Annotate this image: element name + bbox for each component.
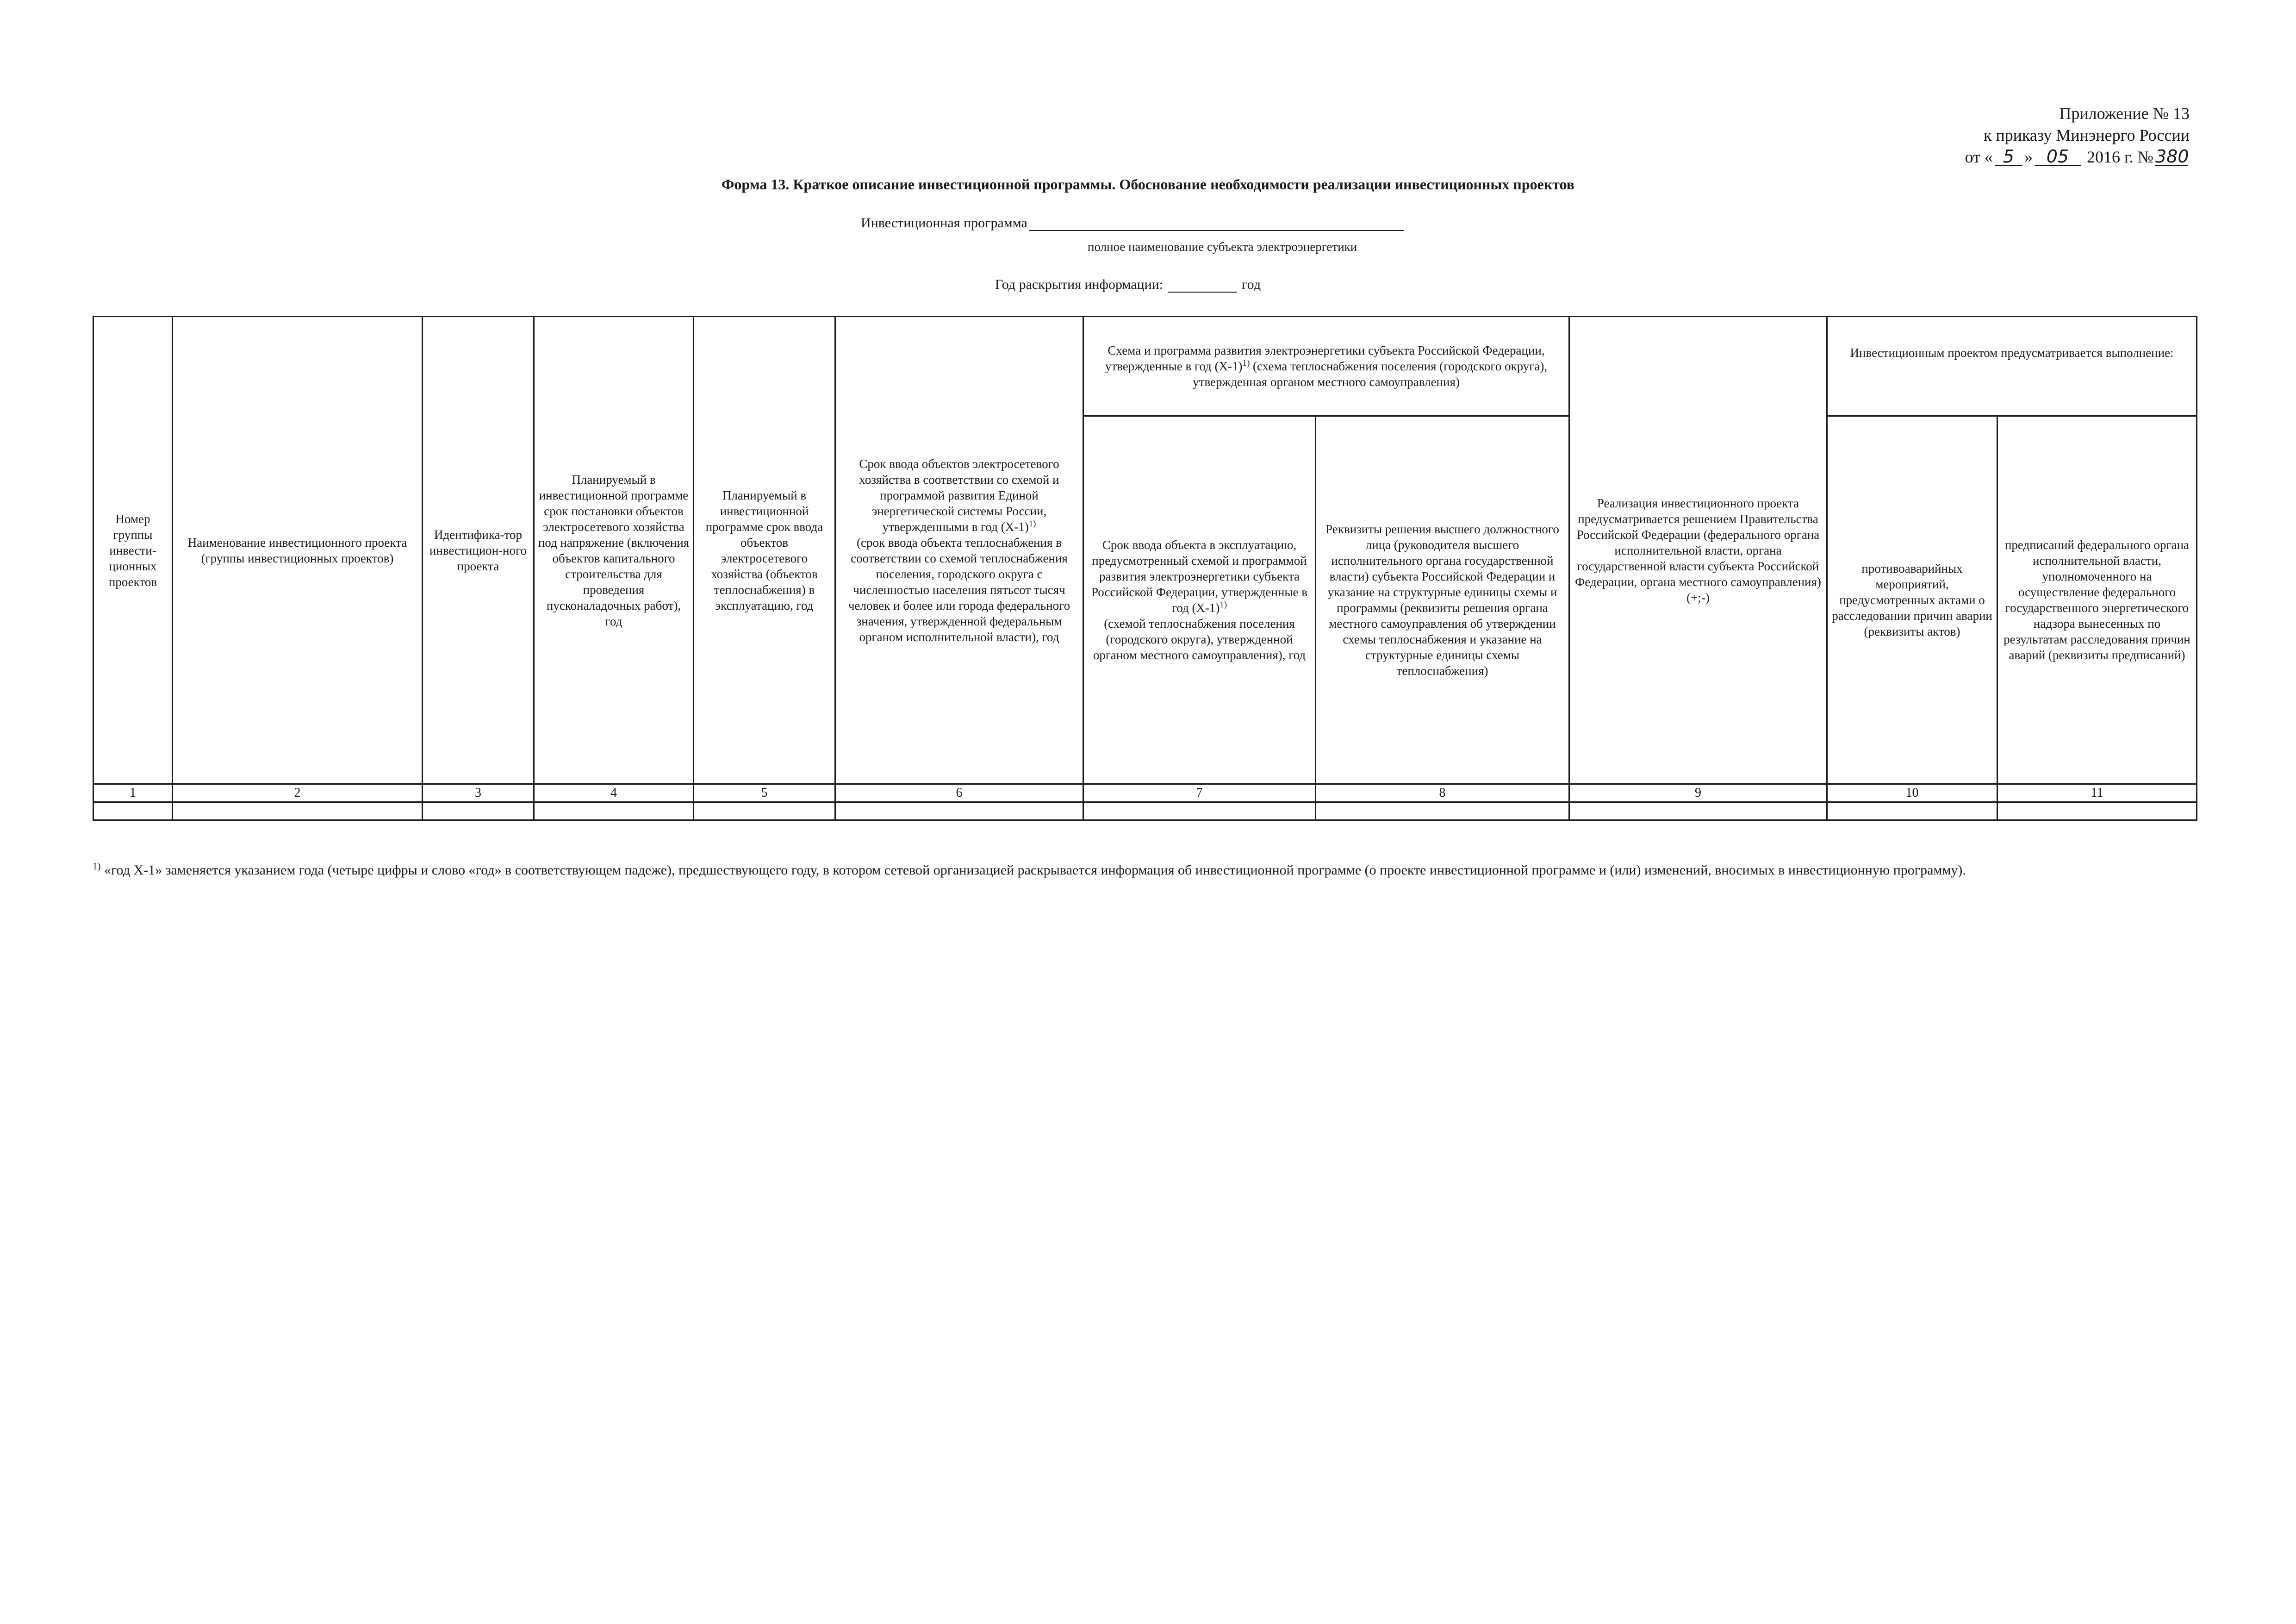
footnote-marker: 1) [93,861,101,872]
table-cell[interactable] [1997,802,2197,820]
program-line [861,215,1404,231]
program-name-blank[interactable] [1029,218,1404,231]
footnote-ref: 1) [1028,518,1036,529]
column-number: 9 [1569,784,1827,802]
header-col-4: Планируемый в инвестиционной программе срок постановки объектов электросетевого хозяйства под напряжение (включения объектов капитального строительства для проведения пусконаладочных работ), год [534,317,694,784]
header-col-3: Идентифика-тор инвестицион-ного проекта [423,317,534,784]
column-number: 2 [173,784,423,802]
header-col-7-a: Срок ввода объекта в эксплуатацию, предусмотренный схемой и программой развития электроэнергетики субъекта Российской Федерации, утвержденные в год (Х-1) [1091,538,1308,615]
header-group-7-8-b: (схема теплоснабжения поселения (городского округа), утвержденная органом местного самоуправления) [1193,359,1548,389]
footnote-ref: 1) [1242,358,1250,368]
program-sublabel: полное наименование субъекта электроэнергетики [1088,240,1357,254]
column-number: 6 [835,784,1083,802]
header-col-7-b: (схемой теплоснабжения поселения (городского округа), утвержденной органом местного самоуправления), год [1093,617,1306,662]
header-col-1: Номер группы инвести-ционных проектов [93,317,173,784]
column-number: 3 [423,784,534,802]
date-day: 5 [1995,148,2022,166]
date-quote: » [2024,148,2033,166]
header-col-6-a: Срок ввода объектов электросетевого хозяйства в соответствии со схемой и программой развития Единой энергетической системы России, утвержденными в год (Х-1) [859,456,1059,534]
year-blank[interactable] [1168,281,1237,293]
table-cell[interactable] [534,802,694,820]
column-number: 4 [534,784,694,802]
table-cell[interactable] [173,802,423,820]
table-cell[interactable] [1569,802,1827,820]
appendix-block [1965,103,2190,168]
year-suffix: год [1242,277,1261,292]
header-col-7 [1083,416,1316,784]
table-cell[interactable] [423,802,534,820]
appendix-date-line [1965,146,2190,168]
header-col-11: предписаний федерального органа исполнительной власти, уполномоченного на осуществление федерального государственного энергетического надзора вынесенных по результатам расследования причин аварий (реквизиты предписаний) [1997,416,2197,784]
footnote-ref: 1) [1220,600,1227,610]
column-number: 11 [1997,784,2197,802]
table-cell[interactable] [694,802,835,820]
year-label: Год раскрытия информации: [995,277,1164,292]
header-col-5: Планируемый в инвестиционной программе срок ввода объектов электросетевого хозяйства (объектов теплоснабжения) в эксплуатацию, год [694,317,835,784]
header-group-7-8 [1083,317,1569,416]
header-col-6 [835,317,1083,784]
table-cell[interactable] [1827,802,1997,820]
header-col-2: Наименование инвестиционного проекта (группы инвестиционных проектов) [173,317,423,784]
table-row [93,802,2197,820]
year-line [995,277,1261,293]
column-number-row [93,784,2197,802]
header-group-7-8-a: Схема и программа развития электроэнергетики субъекта Российской Федерации, утвержденные в год (Х-1) [1105,344,1545,373]
date-year-number-label: 2016 г. № [2086,148,2153,166]
appendix-order-ref: к приказу Минэнерго России [1983,126,2190,144]
header-col-9: Реализация инвестиционного проекта предусматривается решением Правительства Российской Федерации (федерального органа исполнительной власти, органа государственной власти субъекта Российской Федерации, органа местного самоуправления) (+;-) [1569,317,1827,784]
appendix-title: Приложение № 13 [2059,104,2190,123]
header-row-1 [93,317,2197,416]
footnote-text: «год Х-1» заменяется указанием года (четыре цифры и слово «год» в соответствующем падеже), предшествующего году, в котором сетевой организацией раскрывается информация об инвестиционной программе (о проекте инвестиционной программе и (или) изменений, вносимых в инвестиционную программу). [100,862,1966,878]
header-group-10-11: Инвестиционным проектом предусматривается выполнение: [1827,317,2197,416]
date-month: 05 [2035,148,2081,166]
column-number: 1 [93,784,173,802]
header-col-6-b: (срок ввода объекта теплоснабжения в соответствии со схемой теплоснабжения поселения, городского округа с численностью населения пятьсот тысяч человек и более или города федерального значения, утвержденной федеральным органом исполнительной власти), год [848,535,1070,644]
table-cell[interactable] [1083,802,1316,820]
program-label: Инвестиционная программа [861,215,1027,231]
investment-table [93,316,2197,821]
form-title: Форма 13. Краткое описание инвестиционной программы. Обоснование необходимости реализации инвестиционных проектов [721,176,1575,193]
column-number: 10 [1827,784,1997,802]
footnote [93,860,2194,881]
header-col-10: противоаварийных мероприятий, предусмотренных актами о расследовании причин аварии (реквизиты актов) [1827,416,1997,784]
column-number: 8 [1316,784,1569,802]
table-cell[interactable] [835,802,1083,820]
table-cell[interactable] [1316,802,1569,820]
order-number: 380 [2155,146,2189,167]
date-prefix: от « [1965,148,1993,166]
table-cell[interactable] [93,802,173,820]
header-col-8: Реквизиты решения высшего должностного лица (руководителя высшего исполнительного органа государственной власти) субъекта Российской Федерации и указание на структурные единицы схемы и программы (реквизиты решения органа местного самоуправления об утверждении схемы теплоснабжения и указание на структурные единицы схемы теплоснабжения) [1316,416,1569,784]
column-number: 7 [1083,784,1316,802]
column-number: 5 [694,784,835,802]
